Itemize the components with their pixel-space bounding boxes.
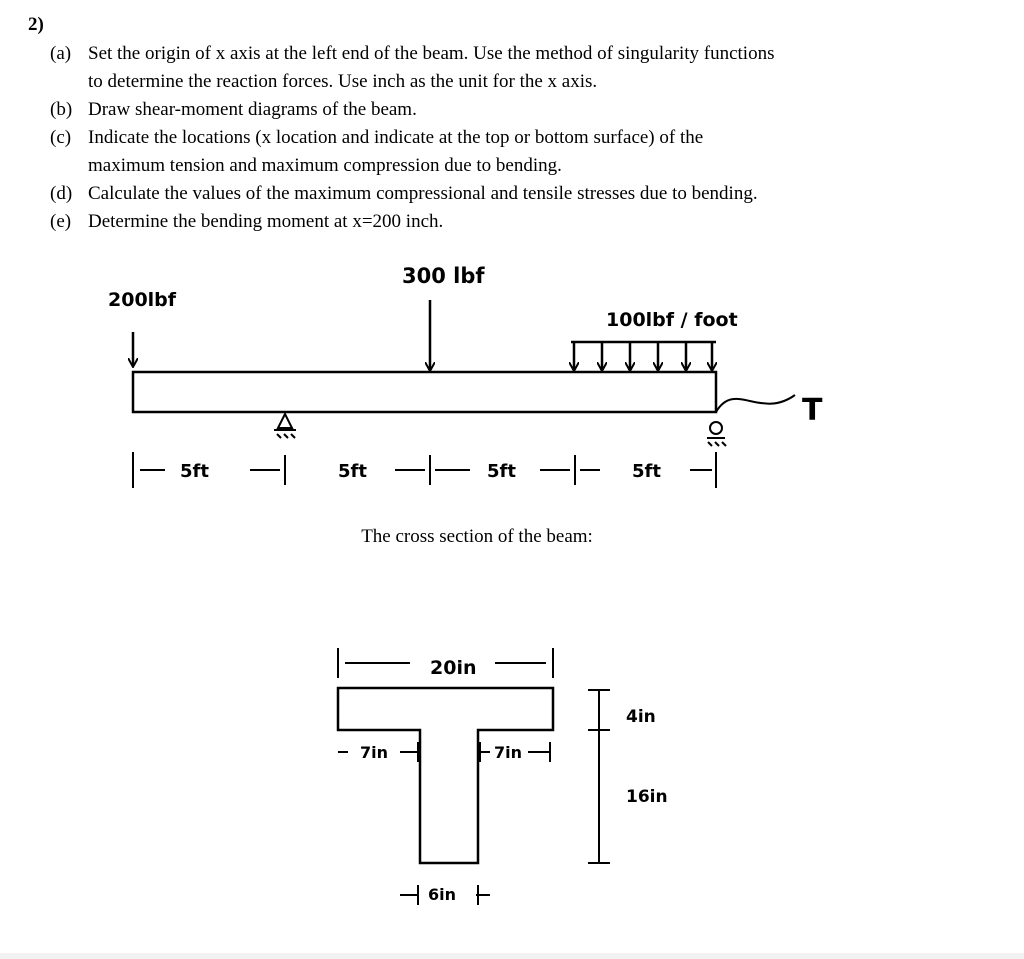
span-label-2: 5ft — [338, 461, 367, 482]
height-dimensions — [588, 690, 610, 863]
part-tag: (a) — [50, 43, 72, 64]
point-load-left-label: 200lbf — [108, 289, 177, 311]
part-text: Determine the bending moment at x=200 inch. — [88, 211, 444, 232]
part-tag: (d) — [50, 183, 73, 204]
part-text: Calculate the values of the maximum compressional and tensile stresses due to bending. — [88, 183, 758, 204]
distributed-load-label: 100lbf / foot — [606, 309, 738, 331]
section-leader — [716, 395, 795, 412]
part-text: Set the origin of x axis at the left end of the beam. Use the method of singularity functions — [88, 43, 775, 64]
part-text: maximum tension and maximum compression due to bending. — [88, 155, 562, 176]
span-label-4: 5ft — [632, 461, 661, 482]
pin-support-icon — [274, 414, 296, 438]
width-label: 20in — [430, 657, 477, 679]
flange-thickness-label: 4in — [626, 707, 656, 727]
section-symbol: T — [802, 393, 823, 428]
span-dimension-line — [133, 452, 716, 488]
part-text: Draw shear-moment diagrams of the beam. — [88, 99, 417, 120]
web-height-label: 16in — [626, 787, 668, 807]
beam-body — [133, 372, 716, 412]
span-label-1: 5ft — [180, 461, 209, 482]
part-tag: (c) — [50, 127, 72, 148]
part-tag: (b) — [50, 99, 73, 120]
part-text: Indicate the locations (x location and indicate at the top or bottom surface) of the — [88, 127, 704, 148]
overhang-right-label: 7in — [494, 743, 523, 762]
page-footer-bar — [0, 953, 1024, 959]
cross-section-caption: The cross section of the beam: — [361, 526, 593, 547]
overhang-left-label: 7in — [360, 743, 389, 762]
part-tag: (e) — [50, 211, 72, 232]
part-text: to determine the reaction forces. Use inch as the unit for the x axis. — [88, 71, 598, 92]
web-width-label: 6in — [428, 885, 457, 904]
cross-section-diagram — [338, 648, 610, 905]
distributed-load — [571, 342, 716, 370]
problem-number: 2) — [28, 14, 44, 35]
point-load-mid-label: 300 lbf — [402, 264, 485, 288]
span-label-3: 5ft — [487, 461, 516, 482]
roller-support-icon — [707, 422, 726, 446]
t-section-outline — [338, 688, 553, 863]
